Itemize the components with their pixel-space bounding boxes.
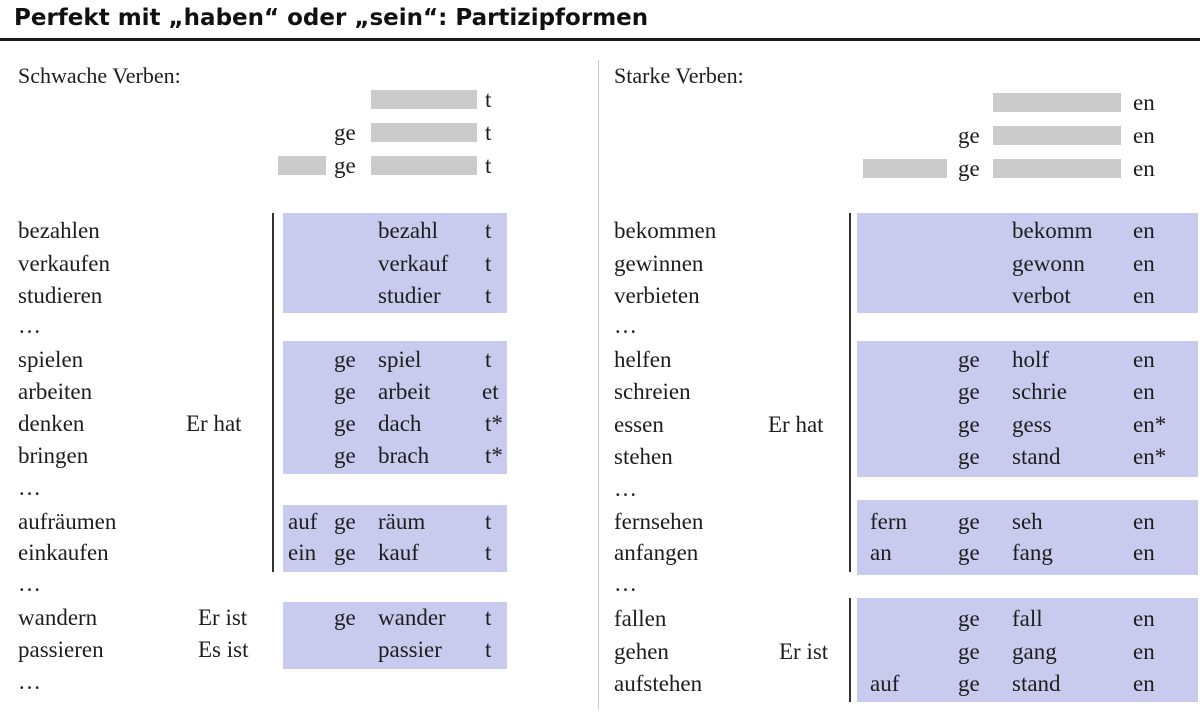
ending: t*	[485, 443, 503, 468]
stem: arbeit	[378, 379, 431, 404]
stem: dach	[378, 411, 422, 436]
pattern-suffix: en	[1133, 156, 1155, 181]
ending: en	[1133, 251, 1155, 276]
stem: seh	[1012, 509, 1043, 534]
ending: t	[485, 347, 492, 372]
ending: en*	[1133, 412, 1167, 437]
ge-prefix: ge	[958, 509, 980, 534]
ge-prefix: ge	[334, 379, 356, 404]
stem: gang	[1012, 639, 1057, 664]
title-rule	[0, 38, 1200, 41]
stem: spiel	[378, 347, 422, 372]
aux-sein: Er ist	[779, 639, 829, 664]
ending: en	[1133, 347, 1155, 372]
infinitive: passieren	[18, 637, 104, 662]
ge-prefix: ge	[958, 347, 980, 372]
infinitive: denken	[18, 411, 85, 436]
ending: t	[485, 283, 492, 308]
stem: studier	[378, 283, 441, 308]
separable-prefix: an	[870, 540, 892, 565]
aux-sein: Er ist	[198, 605, 248, 630]
ending: t	[485, 605, 492, 630]
infinitive: arbeiten	[18, 379, 93, 404]
pattern-suffix: t	[485, 120, 492, 145]
ending: en	[1133, 540, 1155, 565]
pattern-suffix: t	[485, 153, 492, 178]
ge-prefix: ge	[958, 606, 980, 631]
separable-prefix: ein	[288, 540, 317, 565]
ellipsis: …	[614, 476, 637, 501]
infinitive: gehen	[614, 639, 669, 664]
infinitive: spielen	[18, 347, 84, 372]
stem: brach	[378, 443, 430, 468]
ellipsis: …	[614, 571, 637, 596]
ending: t	[485, 540, 492, 565]
stem-placeholder	[993, 126, 1121, 145]
stem-placeholder	[371, 156, 477, 175]
infinitive: fernsehen	[614, 509, 704, 534]
pattern-ge: ge	[334, 120, 356, 145]
stem: bekomm	[1012, 218, 1093, 243]
ellipsis: …	[18, 571, 41, 596]
infinitive: fallen	[614, 606, 667, 631]
infinitive: gewinnen	[614, 251, 704, 276]
infinitive: studieren	[18, 283, 103, 308]
sein-bracket	[849, 598, 851, 702]
infinitive: anfangen	[614, 540, 699, 565]
column-divider	[598, 60, 599, 710]
stem: stand	[1012, 671, 1061, 696]
stem: gewonn	[1012, 251, 1085, 276]
infinitive: schreien	[614, 379, 691, 404]
ending: en	[1133, 671, 1155, 696]
infinitive: stehen	[614, 444, 673, 469]
infinitive: verbieten	[614, 283, 700, 308]
ge-prefix: ge	[958, 540, 980, 565]
infinitive: verkaufen	[18, 251, 110, 276]
ellipsis: …	[614, 313, 637, 338]
aux-sein: Es ist	[198, 637, 249, 662]
aux-haben: Er hat	[186, 411, 242, 436]
ge-prefix: ge	[334, 411, 356, 436]
ending: en	[1133, 606, 1155, 631]
pattern-suffix: t	[485, 87, 492, 112]
ending: et	[482, 379, 499, 404]
pattern-ge: ge	[958, 123, 980, 148]
aux-haben: Er hat	[768, 412, 824, 437]
ending: t	[485, 637, 492, 662]
ge-prefix: ge	[334, 509, 356, 534]
infinitive: aufräumen	[18, 509, 117, 534]
ending: t*	[485, 411, 503, 436]
stem: kauf	[378, 540, 419, 565]
stem-placeholder	[993, 93, 1121, 112]
infinitive: einkaufen	[18, 540, 109, 565]
stem: fang	[1012, 540, 1053, 565]
ending: en	[1133, 283, 1155, 308]
infinitive: bekommen	[614, 218, 717, 243]
stem-placeholder	[993, 159, 1121, 178]
stem: wander	[378, 605, 446, 630]
haben-bracket	[849, 213, 851, 572]
ge-prefix: ge	[334, 443, 356, 468]
pattern-ge: ge	[958, 156, 980, 181]
separable-prefix: fern	[870, 509, 908, 534]
ending: t	[485, 509, 492, 534]
stem: schrie	[1012, 379, 1067, 404]
stem-placeholder	[371, 123, 477, 142]
stem: gess	[1012, 412, 1052, 437]
ending: en	[1133, 218, 1155, 243]
ge-prefix: ge	[958, 444, 980, 469]
page-title: Perfekt mit „haben“ oder „sein“: Partizipformen	[14, 5, 649, 31]
ellipsis: …	[18, 669, 41, 694]
infinitive: helfen	[614, 347, 672, 372]
stem: verbot	[1012, 283, 1071, 308]
ge-prefix: ge	[958, 639, 980, 664]
ending: t	[485, 251, 492, 276]
stem: stand	[1012, 444, 1061, 469]
ge-prefix: ge	[958, 412, 980, 437]
stem: holf	[1012, 347, 1050, 372]
stem-placeholder	[371, 90, 477, 109]
separable-prefix: auf	[288, 509, 318, 534]
stem: passier	[378, 637, 442, 662]
stem: bezahl	[378, 218, 439, 243]
ellipsis: …	[18, 475, 41, 500]
ge-prefix: ge	[334, 347, 356, 372]
prefix-placeholder	[863, 159, 947, 178]
infinitive: bezahlen	[18, 218, 100, 243]
prefix-placeholder	[278, 156, 326, 175]
ending: en	[1133, 509, 1155, 534]
pattern-suffix: en	[1133, 123, 1155, 148]
ge-prefix: ge	[958, 379, 980, 404]
infinitive: wandern	[18, 605, 98, 630]
ending: t	[485, 218, 492, 243]
infinitive: bringen	[18, 443, 89, 468]
stem: verkauf	[378, 251, 449, 276]
weak-verbs-heading: Schwache Verben:	[18, 63, 181, 88]
infinitive: aufstehen	[614, 671, 703, 696]
stem: fall	[1012, 606, 1043, 631]
ending: en	[1133, 379, 1155, 404]
haben-bracket	[272, 213, 274, 572]
pattern-suffix: en	[1133, 90, 1155, 115]
ellipsis: …	[18, 313, 41, 338]
ge-prefix: ge	[958, 671, 980, 696]
ge-prefix: ge	[334, 540, 356, 565]
pattern-ge: ge	[334, 153, 356, 178]
ending: en	[1133, 639, 1155, 664]
separable-prefix: auf	[870, 671, 900, 696]
stem: räum	[378, 509, 426, 534]
ending: en*	[1133, 444, 1167, 469]
ge-prefix: ge	[334, 605, 356, 630]
strong-verbs-heading: Starke Verben:	[614, 63, 744, 88]
infinitive: essen	[614, 412, 664, 437]
